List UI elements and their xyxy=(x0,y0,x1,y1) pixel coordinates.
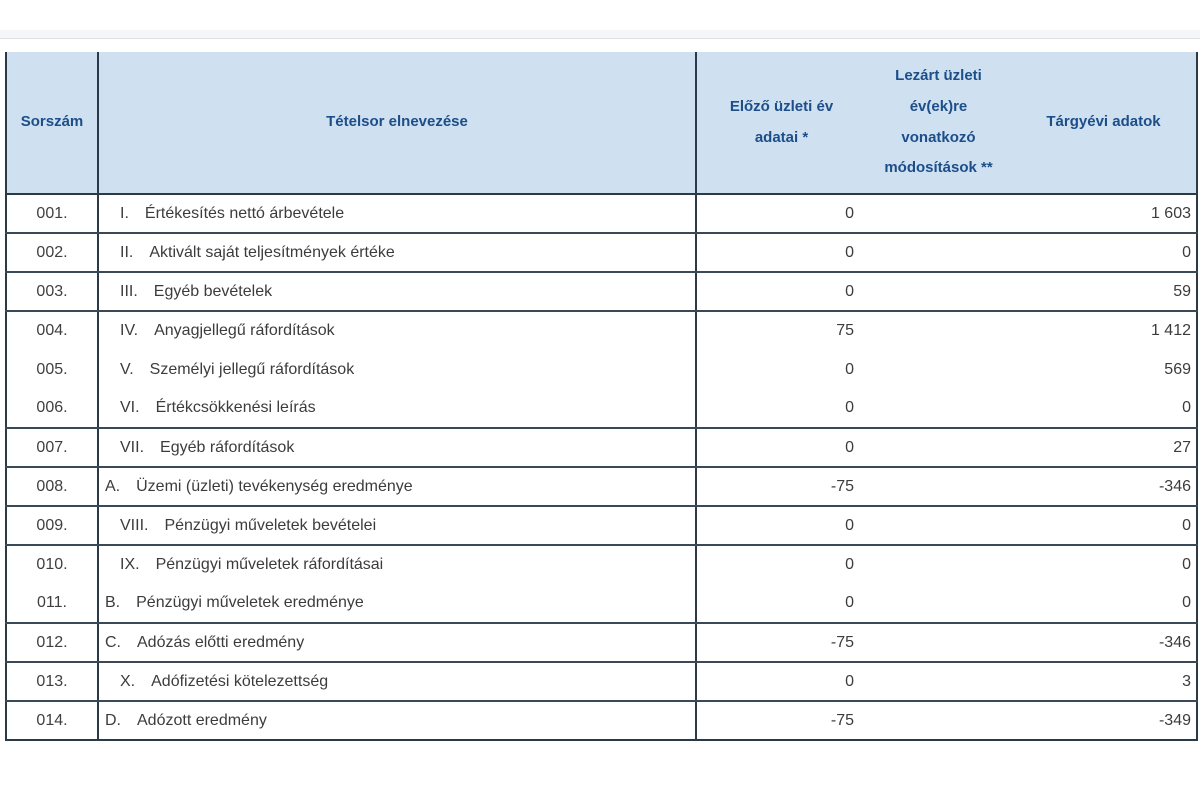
row-number-cell: 014. xyxy=(6,701,98,740)
modifications-value xyxy=(866,506,1011,545)
current-year-value: 1 603 xyxy=(1011,194,1197,233)
row-label: Adófizetési kötelezettség xyxy=(151,672,329,690)
row-number-cell: 001. xyxy=(6,194,98,233)
row-label-cell xyxy=(98,662,696,701)
table-row xyxy=(6,350,1197,389)
prev-year-value: 0 xyxy=(696,506,866,545)
row-label: Üzemi (üzleti) tevékenység eredménye xyxy=(136,477,413,495)
prev-year-value: 0 xyxy=(696,584,866,623)
modifications-value xyxy=(866,545,1011,584)
row-label-cell xyxy=(98,233,696,272)
row-prefix: V. xyxy=(120,360,134,378)
modifications-value xyxy=(866,584,1011,623)
modifications-value xyxy=(866,272,1011,311)
prev-year-value: 0 xyxy=(696,662,866,701)
row-number-cell: 009. xyxy=(6,506,98,545)
current-year-value: 569 xyxy=(1011,350,1197,389)
table-row xyxy=(6,467,1197,506)
row-number-cell: 007. xyxy=(6,428,98,467)
modifications-value xyxy=(866,389,1011,428)
row-label-cell xyxy=(98,428,696,467)
table-row xyxy=(6,662,1197,701)
row-prefix: IV. xyxy=(120,322,139,339)
current-year-value: 0 xyxy=(1011,545,1197,584)
row-label-cell xyxy=(98,584,696,623)
table-row xyxy=(6,623,1197,662)
prev-year-value: -75 xyxy=(696,701,866,740)
prev-year-value: 0 xyxy=(696,194,866,233)
col-header-modifications: Lezárt üzleti év(ek)re vonatkozó módosítások ** xyxy=(866,52,1011,194)
col-header-current-year: Tárgyévi adatok xyxy=(1011,52,1197,194)
prev-year-value: -75 xyxy=(696,467,866,506)
row-label-cell xyxy=(98,623,696,662)
table-header xyxy=(6,52,1197,194)
current-year-value: 3 xyxy=(1011,662,1197,701)
row-label: Egyéb bevételek xyxy=(153,282,273,300)
row-number-cell: 013. xyxy=(6,662,98,701)
table-row xyxy=(6,701,1197,740)
table-row xyxy=(6,311,1197,350)
current-year-value: 27 xyxy=(1011,428,1197,467)
row-label: Értékesítés nettó árbevétele xyxy=(144,204,345,222)
row-prefix: C. xyxy=(105,633,121,651)
row-prefix: VI. xyxy=(120,399,140,416)
row-label-cell xyxy=(98,350,696,389)
current-year-value: 59 xyxy=(1011,272,1197,311)
current-year-value: -346 xyxy=(1011,467,1197,506)
row-prefix: B. xyxy=(105,594,121,611)
prev-year-value: 75 xyxy=(696,311,866,350)
prev-year-value: 0 xyxy=(696,389,866,428)
current-year-value: -349 xyxy=(1011,701,1197,740)
row-number-cell: 011. xyxy=(6,584,98,623)
row-label: Pénzügyi műveletek eredménye xyxy=(136,594,364,611)
row-number-cell: 006. xyxy=(6,389,98,428)
row-number-cell: 004. xyxy=(6,311,98,350)
table-row xyxy=(6,233,1197,272)
modifications-value xyxy=(866,233,1011,272)
current-year-value: 1 412 xyxy=(1011,311,1197,350)
row-label: Adózás előtti eredmény xyxy=(137,633,305,651)
row-prefix: X. xyxy=(120,672,136,690)
row-prefix: A. xyxy=(105,477,121,495)
row-label: Anyagjellegű ráfordítások xyxy=(154,322,335,339)
row-label-cell xyxy=(98,506,696,545)
modifications-value xyxy=(866,194,1011,233)
prev-year-value: -75 xyxy=(696,623,866,662)
current-year-value: 0 xyxy=(1011,506,1197,545)
row-label-cell xyxy=(98,701,696,740)
row-prefix: VII. xyxy=(120,438,145,456)
row-number-cell: 012. xyxy=(6,623,98,662)
table-row xyxy=(6,545,1197,584)
row-number-cell: 005. xyxy=(6,350,98,389)
table-row xyxy=(6,428,1197,467)
table-row xyxy=(6,194,1197,233)
row-number-cell: 003. xyxy=(6,272,98,311)
table-row xyxy=(6,584,1197,623)
modifications-value xyxy=(866,662,1011,701)
row-label-cell xyxy=(98,545,696,584)
header-row xyxy=(6,52,1197,194)
modifications-value xyxy=(866,350,1011,389)
row-label: Egyéb ráfordítások xyxy=(160,438,295,456)
table-row xyxy=(6,506,1197,545)
row-prefix: II. xyxy=(120,243,134,261)
prev-year-value: 0 xyxy=(696,545,866,584)
modifications-value xyxy=(866,428,1011,467)
row-label: Aktivált saját teljesítmények értéke xyxy=(149,243,395,261)
row-number-cell: 008. xyxy=(6,467,98,506)
row-label-cell xyxy=(98,389,696,428)
table-row xyxy=(6,389,1197,428)
prev-year-value: 0 xyxy=(696,350,866,389)
income-statement-table xyxy=(5,52,1198,741)
row-label: Személyi jellegű ráfordítások xyxy=(149,360,355,378)
modifications-value xyxy=(866,623,1011,662)
row-prefix: IX. xyxy=(120,556,140,573)
row-label: Értékcsökkenési leírás xyxy=(155,399,316,416)
prev-year-value: 0 xyxy=(696,233,866,272)
page-top-divider xyxy=(0,30,1200,39)
row-label-cell xyxy=(98,272,696,311)
row-label-cell xyxy=(98,194,696,233)
current-year-value: 0 xyxy=(1011,584,1197,623)
row-prefix: III. xyxy=(120,282,138,300)
row-number-cell: 010. xyxy=(6,545,98,584)
row-prefix: I. xyxy=(120,204,129,222)
row-label-cell xyxy=(98,311,696,350)
col-header-prev-year: Előző üzleti év adatai * xyxy=(696,52,866,194)
prev-year-value: 0 xyxy=(696,272,866,311)
table-row xyxy=(6,272,1197,311)
current-year-value: 0 xyxy=(1011,389,1197,428)
current-year-value: -346 xyxy=(1011,623,1197,662)
current-year-value: 0 xyxy=(1011,233,1197,272)
prev-year-value: 0 xyxy=(696,428,866,467)
modifications-value xyxy=(866,311,1011,350)
modifications-value xyxy=(866,467,1011,506)
row-label: Pénzügyi műveletek ráfordításai xyxy=(155,556,384,573)
row-label: Pénzügyi műveletek bevételei xyxy=(164,516,377,534)
row-number-cell: 002. xyxy=(6,233,98,272)
table-body xyxy=(6,194,1197,740)
row-prefix: VIII. xyxy=(120,516,149,534)
row-label: Adózott eredmény xyxy=(137,711,267,729)
row-label-cell xyxy=(98,467,696,506)
modifications-value xyxy=(866,701,1011,740)
col-header-sorszam: Sorszám xyxy=(6,52,98,194)
row-prefix: D. xyxy=(105,711,121,729)
col-header-tetelsor: Tételsor elnevezése xyxy=(98,52,696,194)
